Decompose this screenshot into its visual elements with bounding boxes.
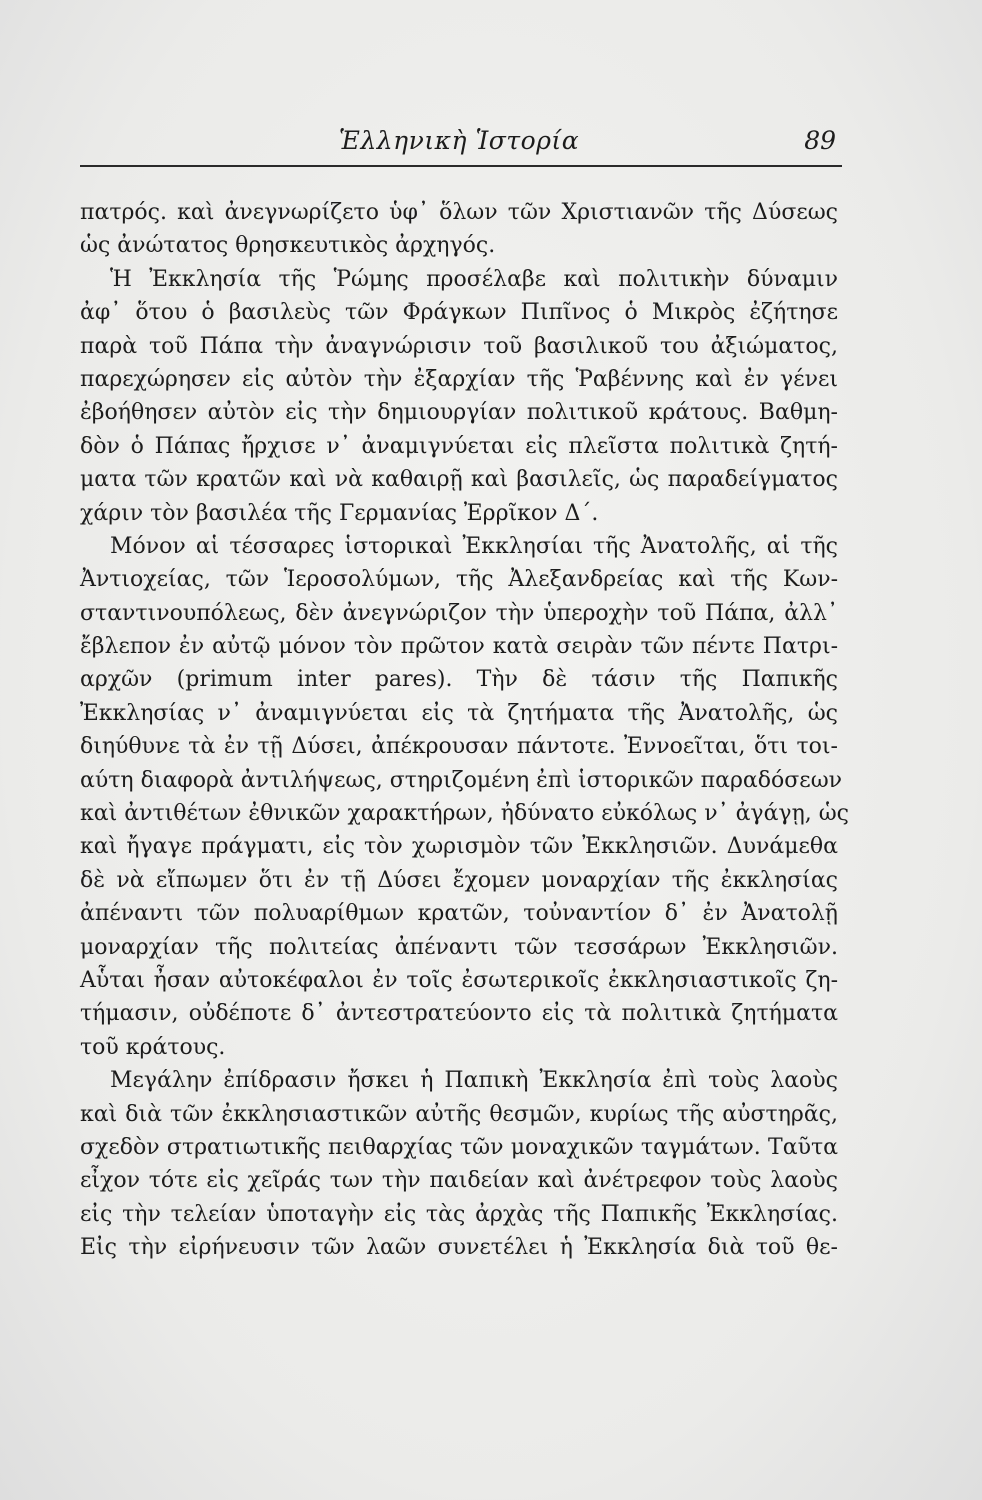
page-number: 89	[804, 126, 836, 155]
text-line: ματα τῶν κρατῶν καὶ νὰ καθαιρῇ καὶ βασιλεῖς, ὡς παραδείγματος	[80, 467, 838, 493]
running-header	[80, 122, 838, 162]
text-line: Ἀντιοχείας, τῶν Ἱεροσολύμων, τῆς Ἀλεξανδρείας καὶ τῆς Κων-	[80, 567, 838, 593]
text-line: καὶ ἀντιθέτων ἐθνικῶν χαρακτήρων, ἠδύνατο εὐκόλως ν᾽ ἀγάγῃ, ὡς	[80, 801, 850, 827]
text-line: Ἡ Ἐκκλησία τῆς Ῥώμης προσέλαβε καὶ πολιτικὴν δύναμιν	[110, 266, 838, 292]
text-line: Εἰς τὴν εἰρήνευσιν τῶν λαῶν συνετέλει ἡ Ἐκκλησία διὰ τοῦ θε-	[80, 1235, 838, 1261]
text-line: Ἐκκλησίας ν᾽ ἀναμιγνύεται εἰς τὰ ζητήματα τῆς Ἀνατολῆς, ὡς	[80, 700, 838, 726]
text-line: σταντινουπόλεως, δὲν ἀνεγνώριζον τὴν ὑπεροχὴν τοῦ Πάπα, ἀλλ᾽	[80, 600, 838, 626]
text-line: Αὗται ἦσαν αὐτοκέφαλοι ἐν τοῖς ἐσωτερικοῖς ἐκκλησιαστικοῖς ζη-	[80, 967, 838, 993]
text-line: δὸν ὁ Πάπας ἤρχισε ν᾽ ἀναμιγνύεται εἰς πλεῖστα πολιτικὰ ζητή-	[80, 433, 838, 459]
paragraph	[80, 530, 850, 1064]
header-rule	[80, 165, 842, 167]
text-line: αρχῶν (primum inter pares). Τὴν δὲ τάσιν τῆς Παπικῆς	[80, 667, 838, 693]
text-line: πατρός. καὶ ἀνεγνωρίζετο ὑφ᾽ ὅλων τῶν Χριστιανῶν τῆς Δύσεως	[80, 200, 838, 225]
text-line: καὶ διὰ τῶν ἐκκλησιαστικῶν αὐτῆς θεσμῶν, κυρίως τῆς αὐστηρᾶς,	[80, 1101, 838, 1127]
text-line: μοναρχίαν τῆς πολιτείας ἀπέναντι τῶν τεσσάρων Ἐκκλησιῶν.	[80, 934, 838, 960]
running-title: Ἑλληνικὴ Ἱστορία	[338, 126, 580, 155]
paragraph	[80, 1064, 838, 1264]
text-line: ἀπέναντι τῶν πολυαρίθμων κρατῶν, τοὐναντίον δ᾽ ἐν Ἀνατολῇ	[80, 901, 838, 927]
text-line: Μεγάλην ἐπίδρασιν ἤσκει ἡ Παπικὴ Ἐκκλησία ἐπὶ τοὺς λαοὺς	[110, 1068, 838, 1094]
text-line: καὶ ἤγαγε πράγματι, εἰς τὸν χωρισμὸν τῶν Ἐκκλησιῶν. Δυνάμεθα	[80, 834, 838, 860]
text-line: ὡς ἀνώτατος θρησκευτικὸς ἀρχηγός.	[80, 233, 496, 259]
text-line: τοῦ κράτους.	[80, 1034, 226, 1060]
text-line: ἐβοήθησεν αὐτὸν εἰς τὴν δημιουργίαν πολιτικοῦ κράτους. Βαθμη-	[80, 400, 838, 426]
text-line: εἶχον τότε εἰς χεῖράς των τὴν παιδείαν καὶ ἀνέτρεφον τοὺς λαοὺς	[80, 1168, 838, 1194]
paragraph	[80, 263, 838, 530]
text-line: σχεδὸν στρατιωτικῆς πειθαρχίας τῶν μοναχικῶν ταγμάτων. Ταῦτα	[80, 1134, 838, 1160]
text-line: ἔβλεπον ἐν αὐτῷ μόνον τὸν πρῶτον κατὰ σειρὰν τῶν πέντε Πατρι-	[80, 634, 838, 660]
text-line: χάριν τὸν βασιλέα τῆς Γερμανίας Ἐρρῖκον Δ´.	[80, 500, 599, 526]
text-line: εἰς τὴν τελείαν ὑποταγὴν εἰς τὰς ἀρχὰς τῆς Παπικῆς Ἐκκλησίας.	[80, 1201, 838, 1227]
text-line: διηύθυνε τὰ ἐν τῇ Δύσει, ἀπέκρουσαν πάντοτε. Ἐννοεῖται, ὅτι τοι-	[80, 734, 838, 760]
paragraph	[80, 196, 838, 263]
text-line: ἀφ᾽ ὅτου ὁ βασιλεὺς τῶν Φράγκων Πιπῖνος ὁ Μικρὸς ἐζήτησε	[80, 300, 838, 326]
text-line: τήμασιν, οὐδέποτε δ᾽ ἀντεστρατεύοντο εἰς τὰ πολιτικὰ ζητήματα	[80, 1001, 838, 1027]
text-line: αύτη διαφορὰ ἀντιλήψεως, στηριζομένη ἐπὶ ἱστορικῶν παραδόσεων	[80, 767, 843, 793]
text-line: παρὰ τοῦ Πάπα τὴν ἀναγνώρισιν τοῦ βασιλικοῦ του ἀξιώματος,	[80, 333, 838, 359]
text-line: δὲ νὰ εἴπωμεν ὅτι ἐν τῇ Δύσει ἔχομεν μοναρχίαν τῆς ἐκκλησίας	[80, 867, 838, 893]
text-line: Μόνον αἱ τέσσαρες ἱστορικαὶ Ἐκκλησίαι τῆς Ἀνατολῆς, αἱ τῆς	[110, 533, 838, 559]
body-text	[80, 196, 850, 1265]
text-line: παρεχώρησεν εἰς αὐτὸν τὴν ἐξαρχίαν τῆς Ῥαβέννης καὶ ἐν γένει	[80, 366, 838, 392]
